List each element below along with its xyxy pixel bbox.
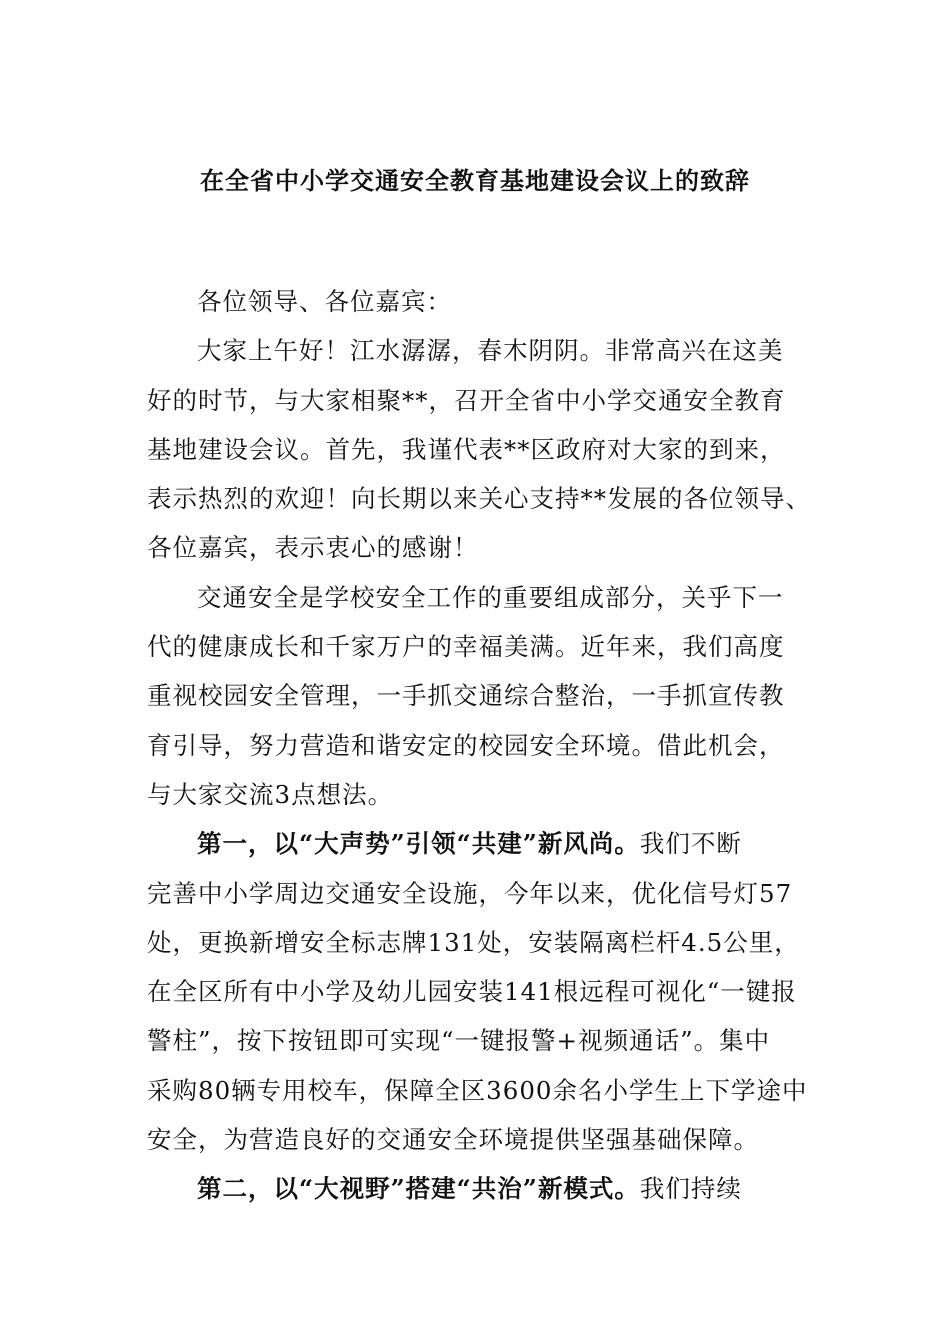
paragraph-2-line: 代的健康成长和千家万户的幸福美满。近年来，我们高度 — [147, 632, 785, 662]
paragraph-4-first-line — [147, 1164, 837, 1213]
paragraph-3-line: 采购80辆专用校车，保障全区3600余名小学生上下学途中 — [147, 1075, 808, 1105]
salutation: 各位领导、各位嘉宾： — [197, 287, 452, 316]
paragraph-4-text: 我们持续 — [639, 1174, 742, 1204]
paragraph-2-line: 育引导，努力营造和谐安定的校园安全环境。借此机会， — [147, 730, 785, 760]
paragraph-3-heading: 第一，以“大声势”引领“共建”新风尚。 — [197, 829, 640, 859]
paragraph-3-line: 处，更换新增安全标志牌131处，安装隔离栏杆4.5公里， — [147, 927, 800, 957]
document-body — [147, 277, 837, 1214]
paragraph-3-line: 完善中小学周边交通安全设施，今年以来，优化信号灯57 — [147, 878, 793, 908]
document-title: 在全省中小学交通安全教育基地建设会议上的致辞 — [200, 166, 750, 195]
paragraph-1-line: 基地建设会议。首先，我谨代表**区政府对大家的到来， — [147, 434, 786, 464]
paragraph-2-line: 与大家交流3点想法。 — [147, 779, 394, 809]
paragraph-1-line: 大家上午好！江水潺潺，春木阴阴。非常高兴在这美 — [197, 336, 784, 366]
paragraph-2-line: 交通安全是学校安全工作的重要组成部分，关乎下一 — [197, 582, 784, 612]
paragraph-1-line: 各位嘉宾，表示衷心的感谢！ — [147, 533, 479, 563]
paragraph-3-line: 安全，为营造良好的交通安全环境提供坚强基础保障。 — [147, 1125, 759, 1155]
paragraph-3-line: 在全区所有中小学及幼儿园安装141根远程可视化“一键报 — [147, 977, 797, 1007]
paragraph-1-line: 好的时节，与大家相聚**，召开全省中小学交通安全教育 — [147, 385, 786, 415]
paragraph-3-first-line — [147, 819, 837, 868]
paragraph-2-line: 重视校园安全管理，一手抓交通综合整治，一手抓宣传教 — [147, 681, 785, 711]
paragraph-4-heading: 第二，以“大视野”搭建“共治”新模式。 — [197, 1174, 640, 1204]
paragraph-3-text: 我们不断 — [639, 829, 742, 859]
paragraph-1-line: 表示热烈的欢迎！向长期以来关心支持**发展的各位领导、 — [147, 484, 811, 514]
paragraph-3-line: 警柱”，按下按钮即可实现“一键报警+视频通话”。集中 — [147, 1026, 771, 1056]
